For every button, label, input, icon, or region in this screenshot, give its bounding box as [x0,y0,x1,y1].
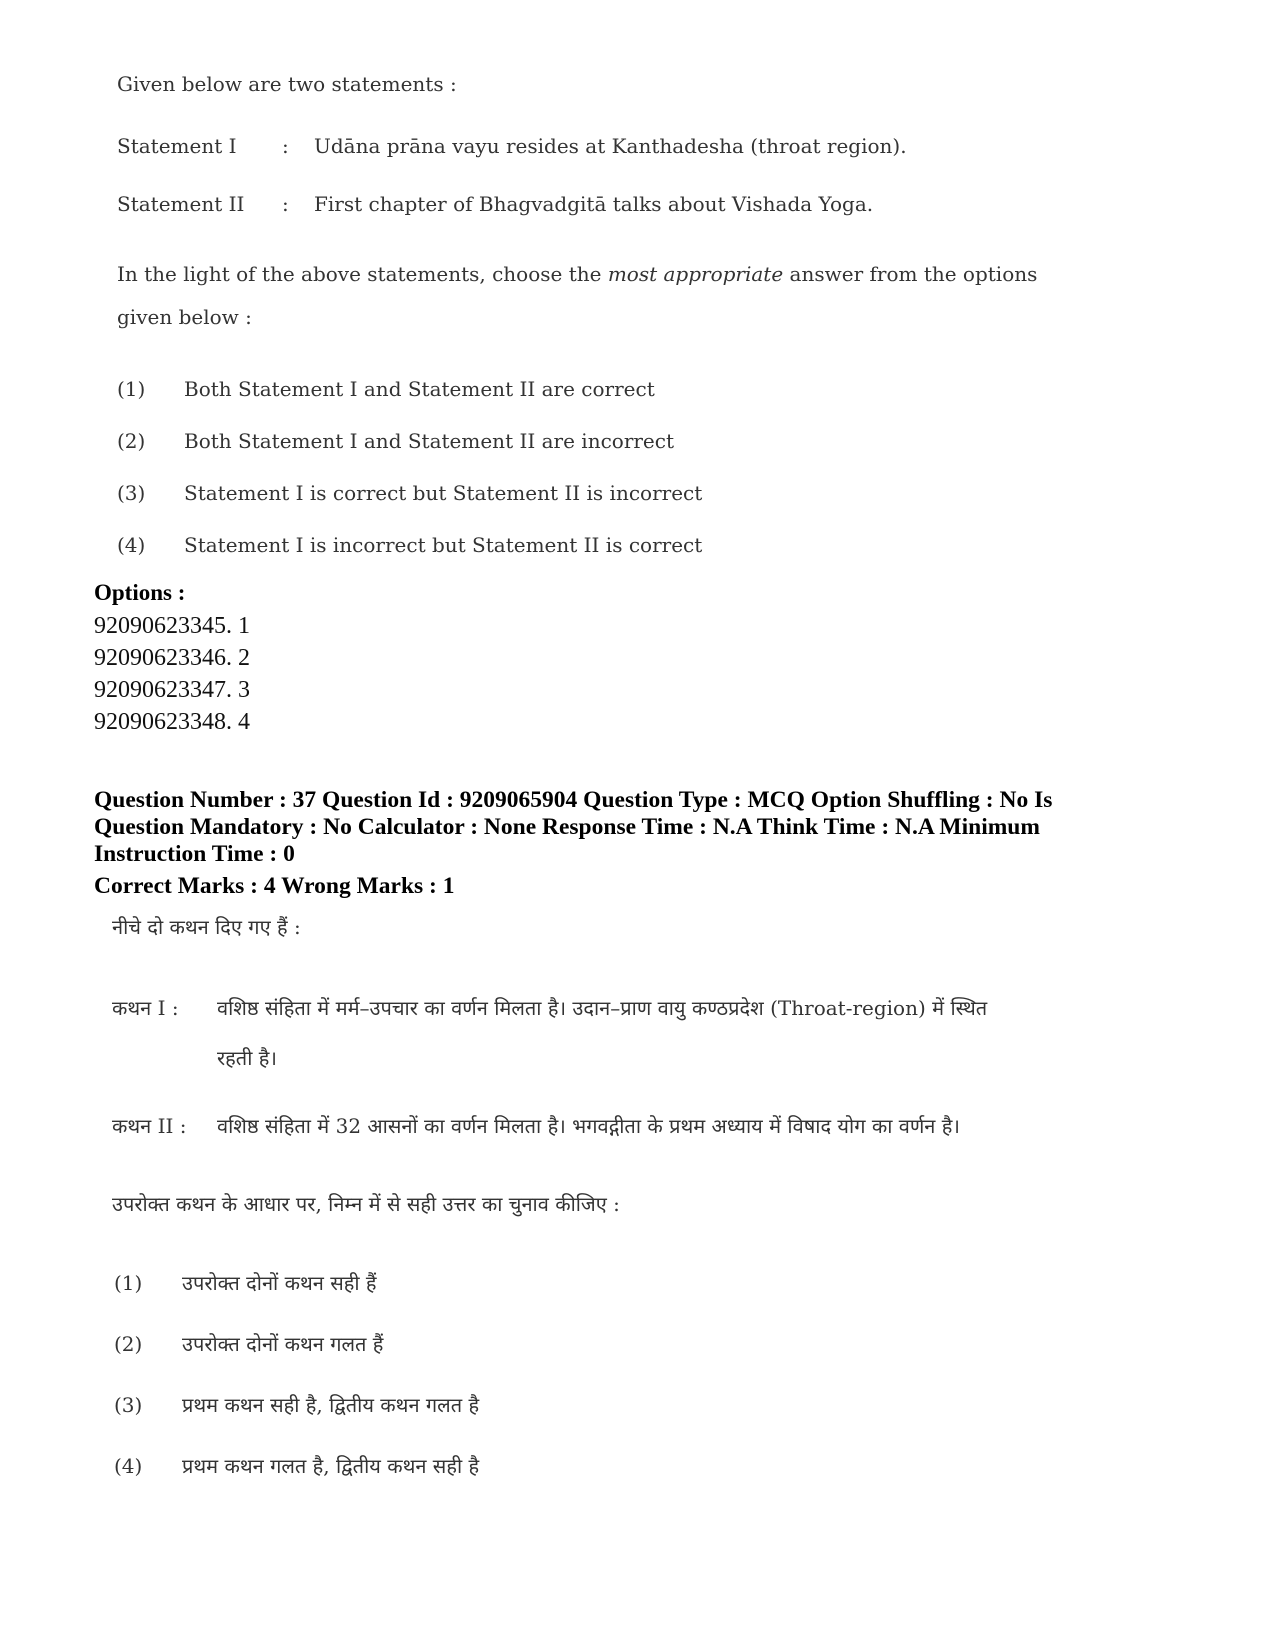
choice-text: Statement I is incorrect but Statement II is correct [184,533,703,557]
instruction-post: answer from the options [783,262,1038,286]
choice-number: (1) [117,377,146,401]
option-item: 92090623348. 4 [94,709,250,735]
options-heading: Options : [94,580,186,605]
statement-2-separator: : [282,192,289,216]
statement-1-text: Udāna prāna vayu resides at Kanthadesha (throat region). [314,134,907,158]
question-meta-line-1: Question Number : 37 Question Id : 9209065904 Question Type : MCQ Option Shuffling : No Is [94,787,1053,813]
instruction-line-2: given below : [117,305,252,329]
statement-2-label: Statement II [117,192,245,216]
hindi-choice-text: प्रथम कथन गलत है, द्वितीय कथन सही है [182,1454,480,1478]
question-meta-line-3: Instruction Time : 0 [94,841,295,867]
hindi-question-intro: नीचे दो कथन दिए गए हैं : [112,915,301,939]
hindi-statement-1-line-1: वशिष्ठ संहिता में मर्म–उपचार का वर्णन मिलता है। उदान–प्राण वायु कण्ठप्रदेश (Throat-region) में स्थित [217,996,988,1020]
choice-text: Statement I is correct but Statement II is incorrect [184,481,703,505]
instruction-line-1 [117,262,1037,286]
question-marks: Correct Marks : 4 Wrong Marks : 1 [94,873,455,899]
option-item: 92090623345. 1 [94,613,250,639]
choice-number: (2) [117,429,146,453]
hindi-choice-number: (3) [114,1393,143,1417]
instruction-pre: In the light of the above statements, choose the [117,262,608,286]
question-meta-line-2: Question Mandatory : No Calculator : None Response Time : N.A Think Time : N.A Minimum [94,814,1040,840]
choice-number: (4) [117,533,146,557]
statement-1-label: Statement I [117,134,237,158]
hindi-statement-1-line-2: रहती है। [217,1046,277,1070]
hindi-statement-2-label: कथन II : [112,1114,187,1138]
hindi-choice-number: (4) [114,1454,143,1478]
hindi-choice-text: प्रथम कथन सही है, द्वितीय कथन गलत है [182,1393,480,1417]
instruction-emphasis: most appropriate [607,262,784,286]
option-item: 92090623346. 2 [94,645,250,671]
hindi-choice-number: (2) [114,1332,143,1356]
choice-number: (3) [117,481,146,505]
hindi-choice-text: उपरोक्त दोनों कथन गलत हैं [182,1332,384,1356]
statement-1-separator: : [282,134,289,158]
hindi-instruction: उपरोक्त कथन के आधार पर, निम्न में से सही उत्तर का चुनाव कीजिए : [112,1192,620,1216]
hindi-statement-1-label: कथन I : [112,996,179,1020]
choice-text: Both Statement I and Statement II are correct [184,377,655,401]
hindi-choice-number: (1) [114,1271,143,1295]
hindi-statement-2-text: वशिष्ठ संहिता में 32 आसनों का वर्णन मिलता है। भगवद्गीता के प्रथम अध्याय में विषाद योग का वर्णन है। [217,1114,960,1138]
statement-2-text: First chapter of Bhagvadgitā talks about Vishada Yoga. [314,192,874,216]
question-intro: Given below are two statements : [117,72,457,96]
hindi-choice-text: उपरोक्त दोनों कथन सही हैं [182,1271,377,1295]
choice-text: Both Statement I and Statement II are incorrect [184,429,675,453]
option-item: 92090623347. 3 [94,677,250,703]
